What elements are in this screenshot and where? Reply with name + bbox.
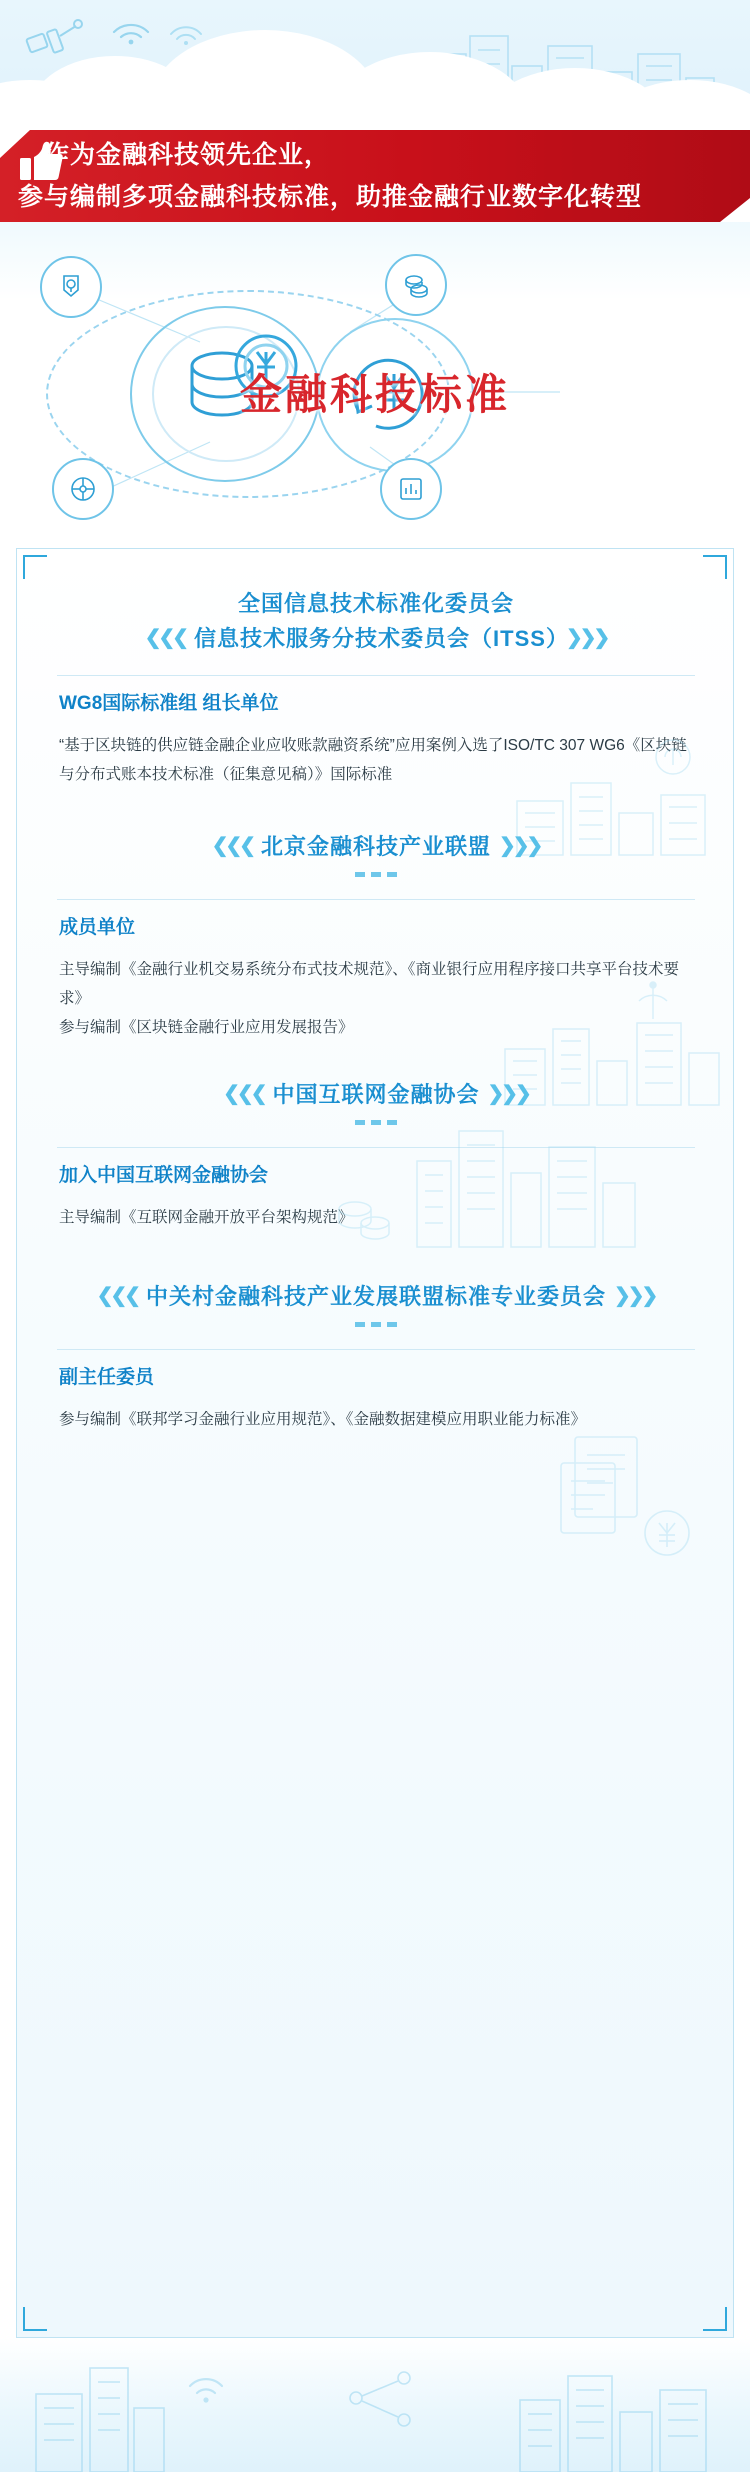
wifi-icon bbox=[108, 6, 154, 46]
divider-dots bbox=[17, 872, 734, 877]
standards-card bbox=[16, 548, 734, 2338]
coins-icon bbox=[385, 254, 447, 316]
section-subtitle: 成员单位 bbox=[59, 917, 136, 938]
card-corner bbox=[703, 2307, 727, 2331]
section-title-wrap bbox=[17, 1279, 734, 1314]
card-corner bbox=[703, 555, 727, 579]
section-title-line2-wrap bbox=[17, 621, 734, 656]
chevron-right-icon: ❯❯❯ bbox=[487, 1083, 529, 1105]
section-body: “基于区块链的供应链金融企业应收账款融资系统”应用案例入选了ISO/TC 307 WG6《区块链与分布式账本技术标准（征集意见稿）》国际标准 bbox=[59, 737, 687, 783]
chevron-right-icon: ❯❯❯ bbox=[565, 627, 608, 649]
section-title-wrap bbox=[17, 829, 734, 864]
section-cifa bbox=[17, 1077, 734, 1125]
chevron-left-icon: ❮❮❮ bbox=[211, 835, 253, 857]
section-beijing-body bbox=[17, 913, 734, 1042]
card-corner bbox=[23, 555, 47, 579]
chevron-left-icon: ❮❮❮ bbox=[144, 627, 187, 649]
section-subtitle: WG8国际标准组 组长单位 bbox=[59, 693, 279, 714]
chevron-right-icon: ❯❯❯ bbox=[499, 835, 541, 857]
divider-dots bbox=[17, 1120, 734, 1125]
card-corner bbox=[23, 2307, 47, 2331]
section-divider bbox=[57, 899, 695, 900]
chart-document-icon bbox=[380, 458, 442, 520]
chevron-right-icon: ❯❯❯ bbox=[614, 1285, 656, 1307]
section-title-wrap bbox=[17, 1077, 734, 1112]
section-divider bbox=[57, 1147, 695, 1148]
section-itss-body bbox=[17, 689, 734, 789]
section-body: 主导编制《金融行业机交易系统分布式技术规范》、《商业银行应用程序接口共享平台技术要求》 bbox=[59, 961, 680, 1007]
section-title: 北京金融科技产业联盟 bbox=[260, 834, 491, 859]
document-yuan-icon bbox=[517, 1429, 717, 1569]
lightbulb-shield-icon bbox=[40, 256, 102, 318]
section-subtitle: 副主任委员 bbox=[59, 1367, 155, 1388]
section-title-line2: 信息技术服务分技术委员会（ITSS） bbox=[194, 626, 558, 651]
section-divider bbox=[57, 675, 695, 676]
section-title: 中关村金融科技产业发展联盟标准专业委员会 bbox=[145, 1284, 606, 1309]
bottom-city-decoration bbox=[0, 2338, 750, 2472]
banner-line-2: 参与编制多项金融科技标准，助推金融行业数字化转型 bbox=[18, 183, 643, 211]
section-cifa-body bbox=[17, 1161, 734, 1232]
section-body: 参与编制《联邦学习金融行业应用规范》、《金融数据建模应用职业能力标准》 bbox=[59, 1411, 587, 1428]
section-body: 主导编制《互联网金融开放平台架构规范》 bbox=[59, 1209, 354, 1226]
section-title: 中国互联网金融协会 bbox=[272, 1082, 480, 1107]
section-subtitle: 加入中国互联网金融协会 bbox=[59, 1165, 269, 1186]
bottom-background bbox=[0, 2338, 750, 2472]
section-zhongguancun bbox=[17, 1279, 734, 1327]
section-divider bbox=[57, 1349, 695, 1350]
section-zhongguancun-body bbox=[17, 1363, 734, 1434]
section-body-2: 参与编制《区块链金融行业应用发展报告》 bbox=[59, 1019, 354, 1036]
chevron-left-icon: ❮❮❮ bbox=[223, 1083, 265, 1105]
headline-banner bbox=[0, 130, 750, 222]
section-beijing-alliance bbox=[17, 829, 734, 877]
chevron-left-icon: ❮❮❮ bbox=[96, 1285, 138, 1307]
hero-title: 金融科技标准 bbox=[239, 371, 511, 418]
network-node-icon bbox=[52, 458, 114, 520]
hero-graphic bbox=[0, 232, 750, 552]
banner-line-1: 作为金融科技领先企业， bbox=[44, 141, 331, 169]
section-title-line1: 全国信息技术标准化委员会 bbox=[237, 591, 514, 616]
section-itss bbox=[17, 587, 734, 656]
divider-dots bbox=[17, 1322, 734, 1327]
